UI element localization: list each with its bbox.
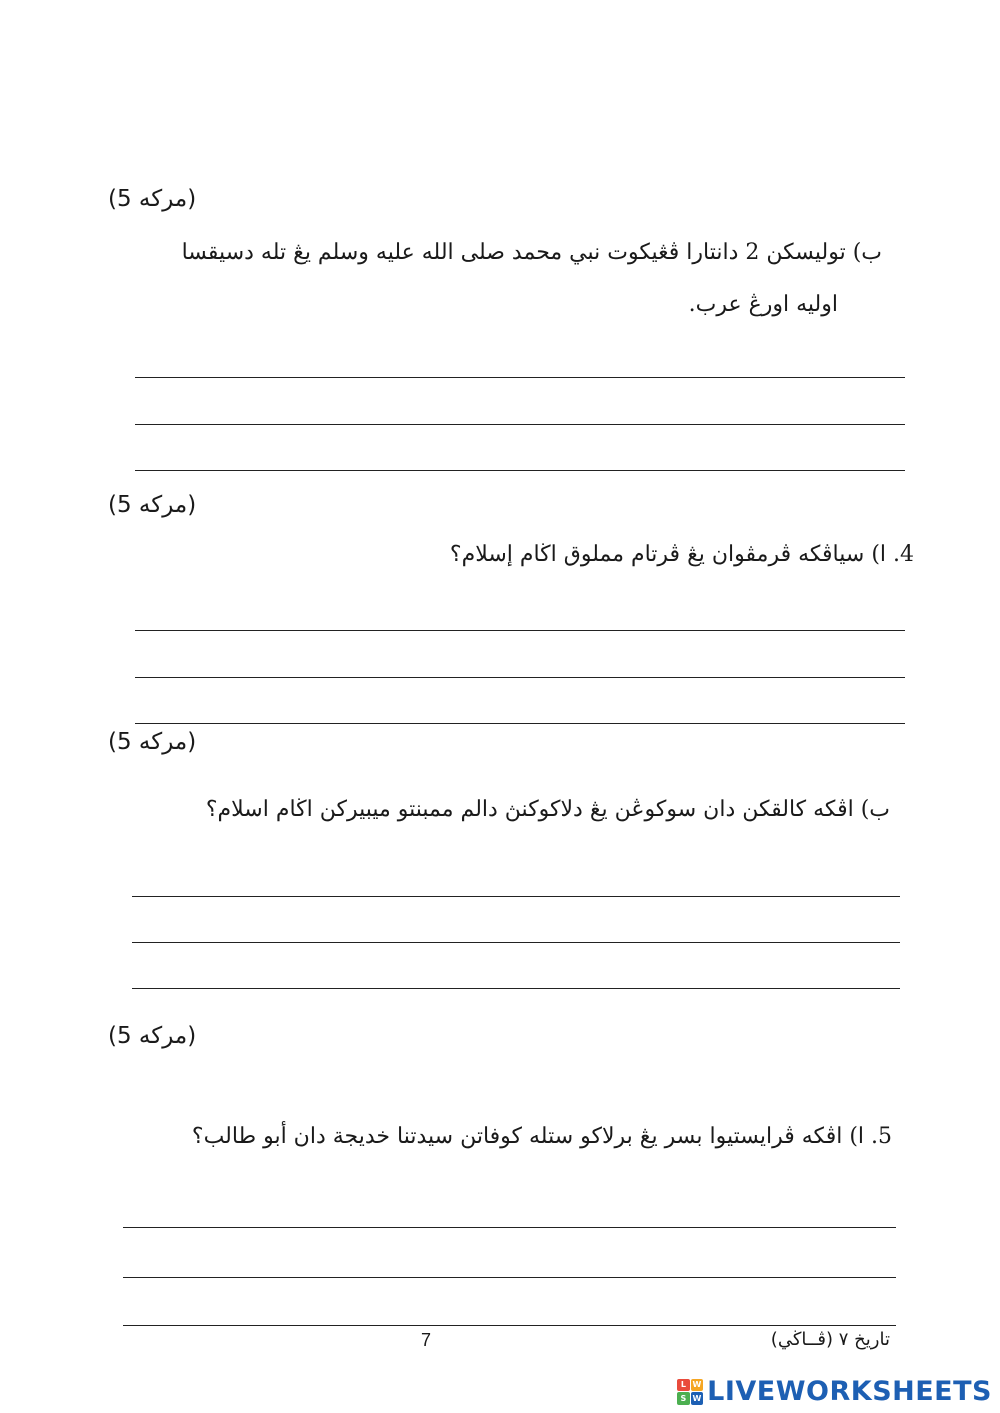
- marks-label: (5 مركه): [108, 186, 197, 212]
- brand-mark-cell: L: [677, 1379, 690, 1392]
- brand-mark-cell: S: [677, 1392, 690, 1405]
- answer-line[interactable]: [132, 988, 900, 989]
- brand-name: LIVEWORKSHEETS: [707, 1376, 992, 1407]
- question-3b-line-2: اوليه اورڠ عرب.: [688, 292, 838, 317]
- marks-label: (5 مركه): [108, 1023, 197, 1049]
- answer-line[interactable]: [123, 1325, 896, 1326]
- answer-line[interactable]: [132, 896, 900, 897]
- brand-mark-cell: W: [692, 1393, 702, 1403]
- answer-line[interactable]: [135, 377, 905, 378]
- answer-line[interactable]: [135, 677, 905, 678]
- marks-label: (5 مركه): [108, 729, 197, 755]
- footer-subject: تاريخ ٧ (ڤــاڬي): [770, 1329, 890, 1350]
- answer-line[interactable]: [135, 630, 905, 631]
- answer-line[interactable]: [123, 1277, 896, 1278]
- marks-label: (5 مركه): [108, 492, 197, 518]
- question-4b: ب) اڤكه کالقکن دان سوکوڠن يڠ دلاکوکنڽ دالم ممبنتو ميبيرکن اڬام اسلام؟: [205, 797, 890, 822]
- brand-mark-cell: W: [692, 1380, 702, 1390]
- question-4a: 4. ا) سياڤكه ڤرمڤوان يڠ ڤرتام مملوق اڬام إسلام؟: [449, 542, 914, 567]
- answer-line[interactable]: [135, 470, 905, 471]
- answer-line[interactable]: [123, 1227, 896, 1228]
- question-5a: 5. ا) اڤكه ڤرايستيوا بسر يڠ برلاکو ستله كوفاتن سيدتنا خديجة دان أبو طالب؟: [191, 1124, 892, 1149]
- answer-line[interactable]: [132, 942, 900, 943]
- answer-line[interactable]: [135, 723, 905, 724]
- answer-line[interactable]: [135, 424, 905, 425]
- question-3b-line-1: ب) توليسكن 2 دانتارا ڤڠيكوت نبي محمد صلى الله عليه وسلم يڠ تله دسيقسا: [181, 240, 882, 265]
- brand-logo[interactable]: [677, 1376, 992, 1407]
- page-number: 7: [421, 1330, 432, 1350]
- brand-mark-icon: [677, 1379, 703, 1405]
